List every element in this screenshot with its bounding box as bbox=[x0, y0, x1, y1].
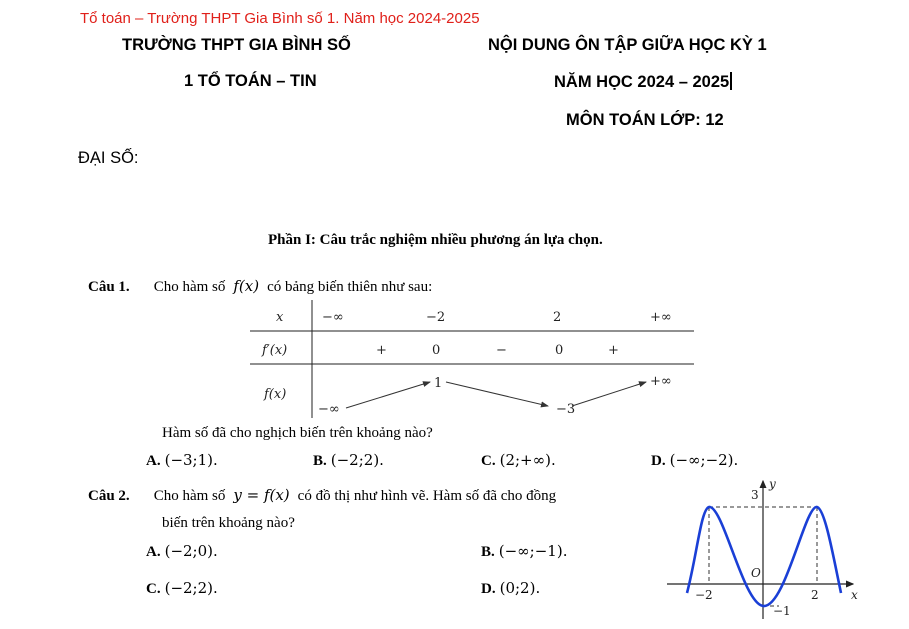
question-2-text-line2: biến trên khoảng nào? bbox=[162, 515, 295, 531]
option-label: A. bbox=[146, 544, 161, 560]
option-value: (−3;1). bbox=[164, 451, 218, 469]
question-1-text-before: Cho hàm số bbox=[153, 279, 226, 295]
f-value-max: 1 bbox=[434, 376, 443, 391]
question-2-text-after: có đồ thị như hình vẽ. Hàm số đã cho đồng bbox=[297, 488, 557, 504]
text-cursor bbox=[730, 72, 732, 90]
option-label: D. bbox=[651, 453, 666, 469]
question-2-option-c[interactable] bbox=[146, 579, 218, 598]
f-value-neg-inf: −∞ bbox=[318, 402, 340, 417]
question-1-row bbox=[88, 277, 432, 296]
origin-label: O bbox=[751, 566, 761, 580]
option-value: (−2;0). bbox=[164, 542, 218, 560]
arrow-increasing-1 bbox=[346, 382, 430, 408]
tick-label-neg1: −1 bbox=[773, 604, 791, 618]
running-header: Tổ toán – Trường THPT Gia Bình số 1. Năm học 2024-2025 bbox=[80, 10, 480, 27]
school-name-line1: TRƯỜNG THPT GIA BÌNH SỐ bbox=[122, 36, 351, 54]
school-year-text: NĂM HỌC 2024 – 2025 bbox=[554, 73, 730, 91]
f-value-min: −3 bbox=[556, 402, 576, 417]
subject-line: MÔN TOÁN LỚP: 12 bbox=[566, 111, 724, 129]
question-1-label: Câu 1. bbox=[88, 279, 130, 295]
option-label: B. bbox=[481, 544, 495, 560]
tick-label-neg2: −2 bbox=[695, 588, 713, 602]
option-value: (−2;2). bbox=[164, 579, 218, 597]
x-axis-label: x bbox=[851, 588, 858, 602]
question-2-row bbox=[88, 486, 556, 505]
option-value: (2;+∞). bbox=[499, 451, 556, 469]
question-2-text-before: Cho hàm số bbox=[153, 488, 226, 504]
option-value: (−∞;−2). bbox=[669, 451, 739, 469]
fprime-zero-2: 0 bbox=[555, 343, 564, 358]
row-label-x: x bbox=[276, 310, 284, 325]
option-value: (0;2). bbox=[499, 579, 541, 597]
option-label: C. bbox=[481, 453, 496, 469]
fprime-zero-1: 0 bbox=[432, 343, 441, 358]
fprime-sign-2: − bbox=[496, 343, 507, 358]
section-heading: ĐẠI SỐ: bbox=[78, 149, 139, 167]
question-1-func: f(x) bbox=[233, 277, 260, 295]
question-1-text-after: có bảng biến thiên như sau: bbox=[267, 279, 433, 295]
option-label: D. bbox=[481, 581, 496, 597]
arrow-increasing-2 bbox=[572, 382, 646, 406]
x-value-neg-2: −2 bbox=[426, 310, 446, 325]
f-value-pos-inf: +∞ bbox=[650, 374, 672, 389]
question-1-option-b[interactable] bbox=[313, 451, 384, 470]
question-1-option-a[interactable] bbox=[146, 451, 218, 470]
tick-label-2: 2 bbox=[811, 588, 819, 602]
tick-label-3: 3 bbox=[751, 488, 759, 502]
option-value: (−∞;−1). bbox=[498, 542, 568, 560]
fprime-sign-3: + bbox=[608, 343, 619, 358]
option-label: B. bbox=[313, 453, 327, 469]
x-value-pos-inf: +∞ bbox=[650, 310, 672, 325]
question-2-option-d[interactable] bbox=[481, 579, 540, 598]
option-label: A. bbox=[146, 453, 161, 469]
question-1-prompt: Hàm số đã cho nghịch biến trên khoảng nào? bbox=[162, 425, 433, 441]
school-name-line2: 1 TỔ TOÁN – TIN bbox=[184, 72, 317, 90]
variation-table bbox=[250, 300, 700, 422]
y-axis-label: y bbox=[769, 477, 776, 491]
question-1-option-c[interactable] bbox=[481, 451, 556, 470]
fprime-sign-1: + bbox=[376, 343, 387, 358]
arrow-decreasing bbox=[446, 382, 548, 406]
x-value-neg-inf: −∞ bbox=[322, 310, 344, 325]
school-year bbox=[554, 72, 732, 92]
question-2-label: Câu 2. bbox=[88, 488, 130, 504]
question-2-func: y = f(x) bbox=[233, 486, 290, 504]
part-title: Phần I: Câu trắc nghiệm nhiều phương án lựa chọn. bbox=[268, 232, 603, 248]
row-label-fprime: f′(x) bbox=[262, 343, 288, 358]
question-2-option-b[interactable] bbox=[481, 542, 567, 561]
question-1-option-d[interactable] bbox=[651, 451, 738, 470]
doc-title: NỘI DUNG ÔN TẬP GIỮA HỌC KỲ 1 bbox=[488, 36, 767, 54]
question-2-option-a[interactable] bbox=[146, 542, 218, 561]
function-graph bbox=[665, 475, 865, 625]
option-label: C. bbox=[146, 581, 161, 597]
option-value: (−2;2). bbox=[330, 451, 384, 469]
x-value-2: 2 bbox=[553, 310, 562, 325]
row-label-f: f(x) bbox=[264, 387, 287, 402]
